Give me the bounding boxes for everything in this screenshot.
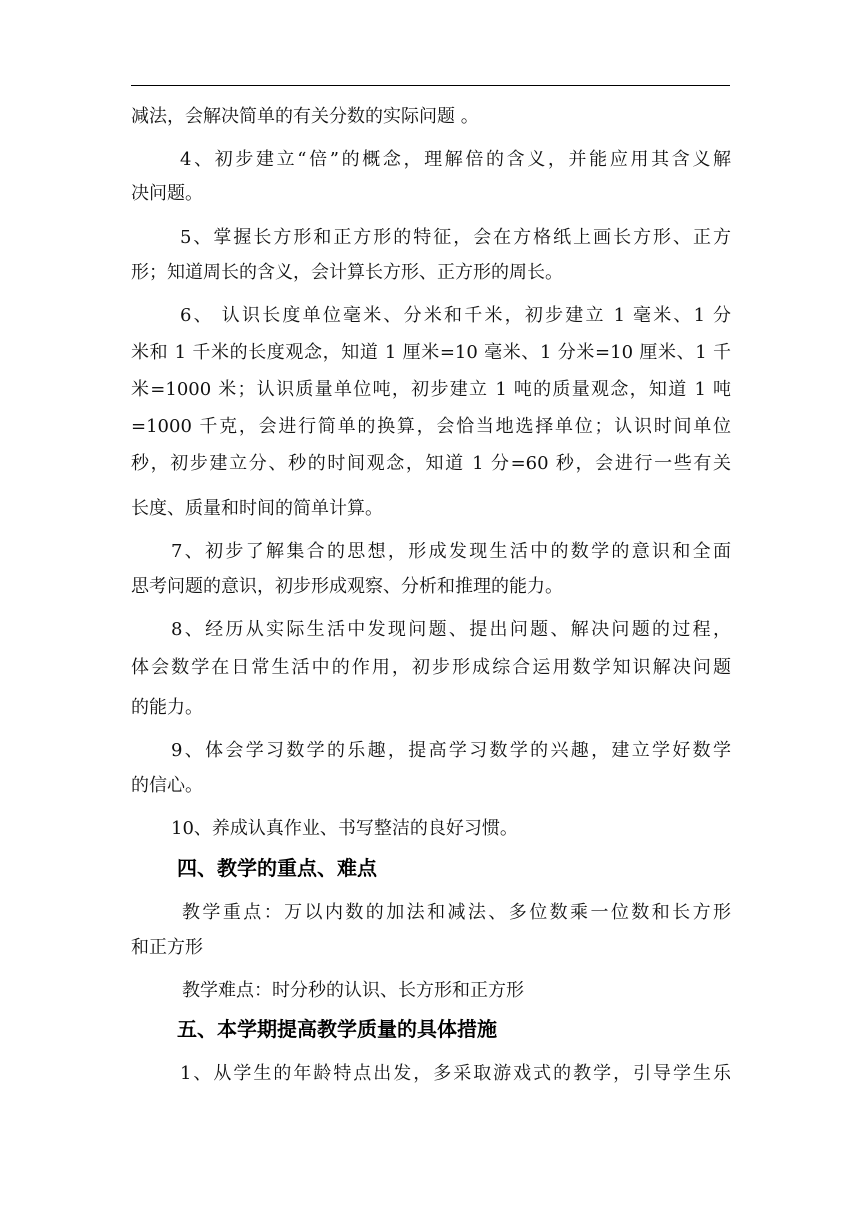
para-4-line-1: 4、初步建立“倍”的概念，理解倍的含义，并能应用其含义解 bbox=[180, 149, 731, 170]
para-7-line-1: 7、初步了解集合的思想，形成发现生活中的数学的意识和全面 bbox=[171, 541, 731, 562]
para-9-line-1: 9、体会学习数学的乐趣，提高学习数学的兴趣，建立学好数学 bbox=[171, 740, 731, 761]
section-heading-5: 五、本学期提高教学质量的具体措施 bbox=[177, 1017, 497, 1041]
para-6-line-2: 米和 1 千米的长度观念，知道 1 厘米=10 毫米、1 分米=10 厘米、1 千 bbox=[131, 342, 731, 363]
para-8-line-2: 体会数学在日常生活中的作用，初步形成综合运用数学知识解决问题 bbox=[131, 657, 731, 678]
para-3-line-2: 减法，会解决简单的有关分数的实际问题 。 bbox=[131, 106, 479, 127]
difficult-points-line: 教学难点：时分秒的认识、长方形和正方形 bbox=[182, 980, 524, 1001]
para-6-line-3: 米=1000 米；认识质量单位吨，初步建立 1 吨的质量观念，知道 1 吨 bbox=[131, 379, 731, 400]
para-6-line-4: =1000 千克，会进行简单的换算，会恰当地选择单位；认识时间单位 bbox=[131, 416, 731, 437]
para-10-line-1: 10、养成认真作业、书写整洁的良好习惯。 bbox=[171, 818, 518, 839]
para-5-line-2: 形；知道周长的含义，会计算长方形、正方形的周长。 bbox=[131, 262, 563, 283]
para-6-line-5: 秒，初步建立分、秒的时间观念，知道 1 分=60 秒，会进行一些有关 bbox=[131, 453, 731, 474]
para-6-line-6: 长度、质量和时间的简单计算。 bbox=[131, 498, 383, 519]
key-points-line-2: 和正方形 bbox=[131, 937, 203, 958]
para-7-line-2: 思考问题的意识，初步形成观察、分析和推理的能力。 bbox=[131, 576, 563, 597]
measure-1-line-1: 1、从学生的年龄特点出发，多采取游戏式的教学，引导学生乐 bbox=[180, 1063, 731, 1084]
top-rule bbox=[131, 85, 730, 86]
para-5-line-1: 5、掌握长方形和正方形的特征，会在方格纸上画长方形、正方 bbox=[180, 227, 731, 248]
section-heading-4: 四、教学的重点、难点 bbox=[177, 856, 377, 880]
para-6-line-1: 6、 认识长度单位毫米、分米和千米，初步建立 1 毫米、1 分 bbox=[180, 305, 731, 326]
para-8-line-3: 的能力。 bbox=[131, 697, 203, 718]
para-8-line-1: 8、经历从实际生活中发现问题、提出问题、解决问题的过程， bbox=[171, 619, 731, 640]
para-9-line-2: 的信心。 bbox=[131, 775, 203, 796]
para-4-line-2: 决问题。 bbox=[131, 183, 203, 204]
key-points-line-1: 教学重点：万以内数的加法和减法、多位数乘一位数和长方形 bbox=[182, 902, 731, 923]
